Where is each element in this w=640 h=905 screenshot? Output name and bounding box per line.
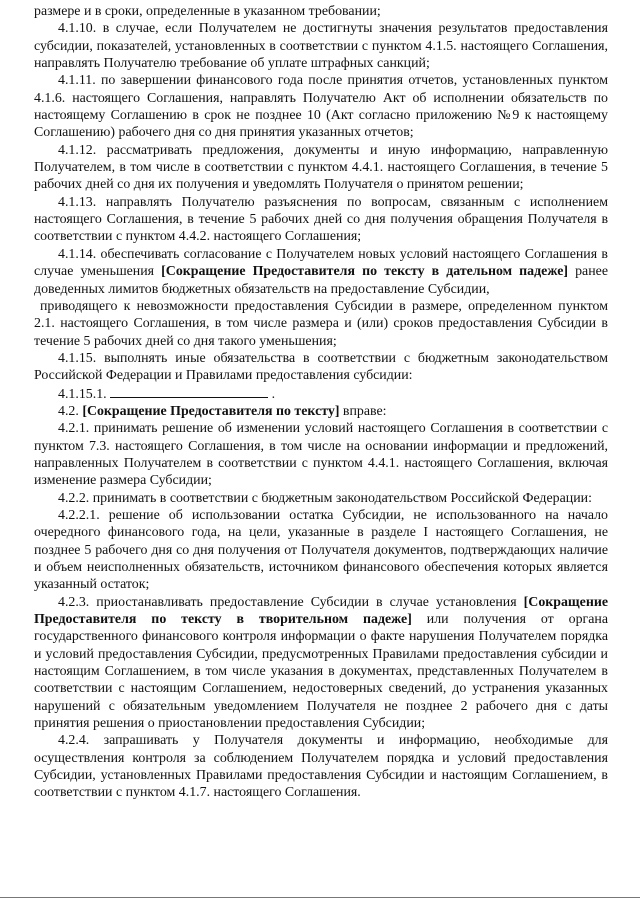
paragraph-4-2 — [34, 403, 608, 420]
grantor-placeholder: [Сокращение Предоставителя по тексту] — [82, 403, 340, 419]
grantor-placeholder-dative: [Сокращение Предоставителя по тексту в дательном падеже] — [161, 264, 569, 280]
paragraph-4-1-15-1-end: . — [271, 386, 276, 402]
page-bottom-rule — [0, 897, 640, 898]
paragraph-4-2-3-text: 4.2.3. приостанавливать предоставление Субсидии в случае установления — [58, 594, 524, 610]
paragraph-4-2-2-1: 4.2.2.1. решение об использовании остатка Субсидии, не использованного на начало очередного финансового года, на цели, указанные в разделе I настоящего Соглашения, не позднее 5 рабочего дня со дня получения от Получателя документов, подтверждающих наличие и объем неисполненных обязательств, источником финансового обеспечения которых является указанный остаток; — [34, 507, 608, 593]
paragraph-4-1-15-1-label: 4.1.15.1. — [58, 386, 107, 402]
document-body — [34, 3, 608, 802]
paragraph-4-1-14-continuation: приводящего к невозможности предоставления Субсидии в размере, определенном пунктом 2.1. настоящего Соглашения, в том числе размера и (или) сроков предоставления Субсидии в течение 5 рабочих дней со дня такого уменьшения; — [34, 298, 608, 349]
paragraph-4-1-10: 4.1.10. в случае, если Получателем не достигнуты значения результатов предоставления субсидии, показателей, установленных в соответствии с пунктом 4.1.5. настоящего Соглашения, направлять Получателю требование об уплате штрафных санкций; — [34, 21, 608, 72]
paragraph-4-1-13: 4.1.13. направлять Получателю разъяснения по вопросам, связанным с исполнением настоящего Соглашения, в течение 5 рабочих дней со дня получения обращения Получателя в соответствии с пунктом 4.4.2. настоящего Соглашения; — [34, 194, 608, 245]
paragraph-4-1-12: 4.1.12. рассматривать предложения, документы и иную информацию, направленную Получателем, в том числе в соответствии с пунктом 4.4.1. настоящего Соглашения, в течение 5 рабочих дней со дня их получения и уведомлять Получателя о принятом решении; — [34, 142, 608, 193]
paragraph-continuation: размере и в сроки, определенные в указанном требовании; — [34, 4, 381, 19]
paragraph-4-1-15: 4.1.15. выполнять иные обязательства в соответствии с бюджетным законодательством Российской Федерации и Правилами предоставления субсидии: — [34, 350, 608, 384]
paragraph-4-1-14-text: 4.1.14. обеспечивать согласование с Получателем новых условий настоящего Соглашения в случае уменьшения — [34, 246, 608, 280]
paragraph-4-2-tail: вправе: — [339, 403, 387, 419]
paragraph-4-1-14-tail: ранее доведенных лимитов бюджетных обязательств на предоставление Субсидии, — [34, 264, 608, 297]
paragraph-4-2-label: 4.2. — [58, 403, 79, 419]
paragraph-4-1-15-1 — [34, 385, 608, 403]
paragraph-4-1-11: 4.1.11. по завершении финансового года после принятия отчетов, установленных пунктом 4.1.6. настоящего Соглашения, направлять Получателю Акт об исполнении обязательств по настоящему Соглашению в срок не позднее 10 (Акт согласно приложению №9 к настоящему Соглашению) рабочего дня со дня принятия указанных отчетов; — [34, 73, 608, 141]
paragraph-4-2-2: 4.2.2. принимать в соответствии с бюджетным законодательством Российской Федерации: — [58, 490, 592, 506]
paragraph-4-2-1: 4.2.1. принимать решение об изменении условий настоящего Соглашения в соответствии с пунктом 7.3. настоящего Соглашения, в том числе на основании информации и предложений, направленных Получателем в соответствии с пунктом 4.4.1. настоящего Соглашения, включая изменение размера Субсидии; — [34, 421, 608, 489]
paragraph-4-1-14 — [34, 246, 608, 298]
paragraph-4-2-3-tail: или получения от органа государственного финансового контроля информации о факте нарушения Получателем порядка и условий предоставления Субсидии, предусмотренных Правилами предоставления субсидии и настоящим Соглашением, в том числе указания в документах, представленных Получателем в соответствии с настоящим Соглашением, недостоверных сведений, до устранения указанных нарушений с обязательным уведомлением Получателя не позднее 2 рабочего дня с даты принятия решения о приостановлении предоставления Субсидии; — [34, 612, 608, 732]
paragraph-4-2-4: 4.2.4. запрашивать у Получателя документы и информацию, необходимые для осуществления контроля за соблюдением Получателем порядка и условий предоставления Субсидии, установленных Правилами предоставления Субсидии и настоящим Соглашением, в соответствии с пунктом 4.1.7. настоящего Соглашения. — [34, 733, 608, 801]
paragraph-4-2-3 — [34, 594, 608, 733]
grantor-placeholder-instrumental: [Сокращение Предоставителя по тексту в творительном падеже] — [34, 594, 608, 628]
fill-in-blank-line — [110, 385, 268, 398]
